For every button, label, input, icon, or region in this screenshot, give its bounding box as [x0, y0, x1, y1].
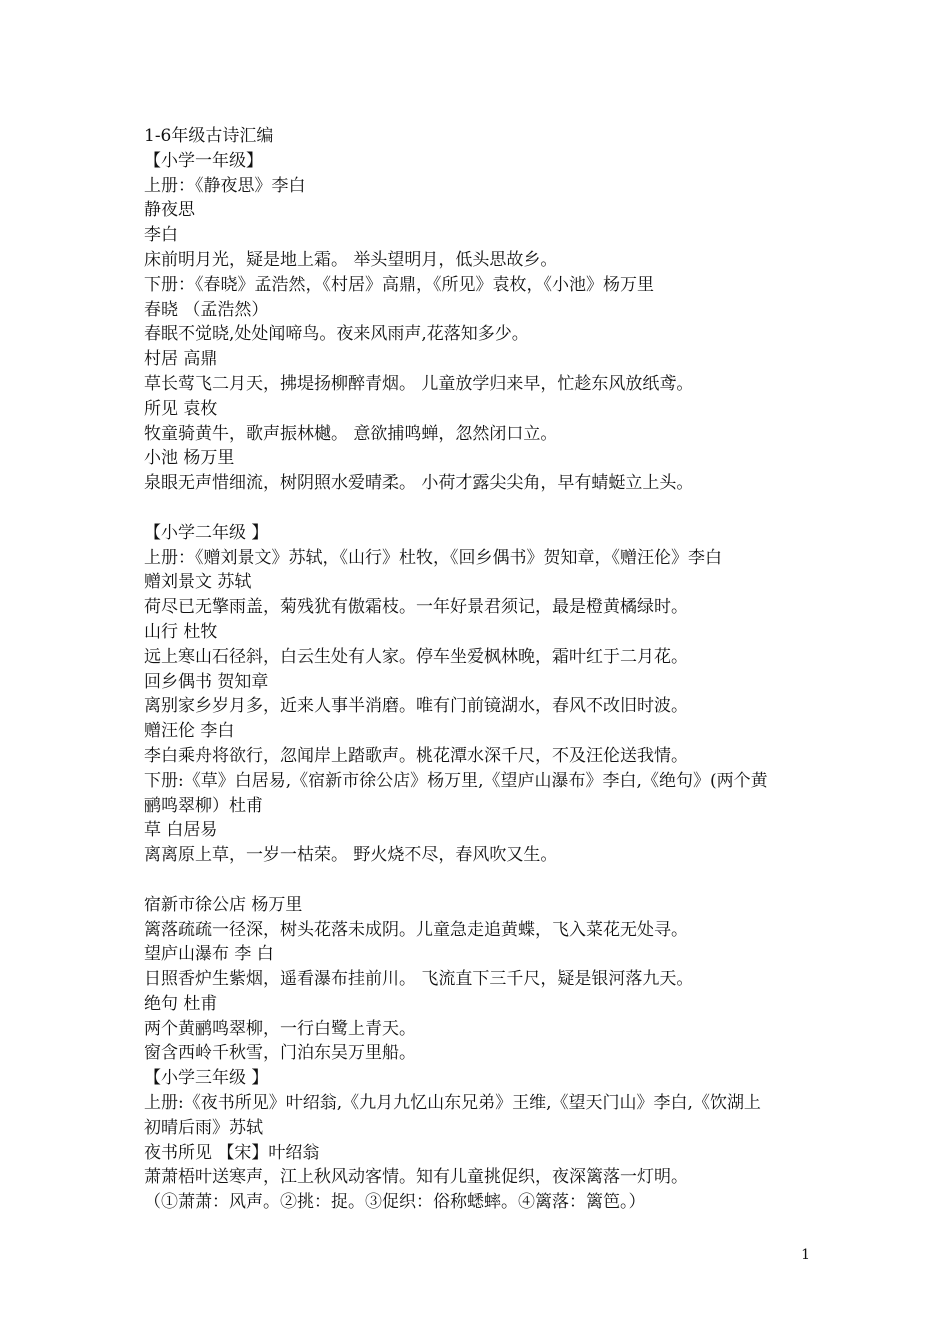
text-line: 篱落疏疏一径深，树头花落未成阴。儿童急走追黄蝶，飞入菜花无处寻。: [144, 919, 688, 940]
text-line: 初晴后雨》苏轼: [144, 1117, 263, 1138]
blank-line: [144, 496, 814, 521]
text-line: 上册：《静夜思》李白: [144, 175, 306, 196]
text-line: 上册：《赠刘景文》苏轼，《山行》杜牧，《回乡偶书》贺知章，《赠汪伦》李白: [144, 547, 722, 568]
text-line: 【小学二年级 】: [144, 522, 269, 543]
text-line: 赠刘景文 苏轼: [144, 572, 252, 593]
text-line: 牧童骑黄牛，歌声振林樾。 意欲捕鸣蝉，忽然闭口立。: [144, 423, 558, 444]
text-line: 离离原上草，一岁一枯荣。 野火烧不尽，春风吹又生。: [144, 845, 558, 866]
document-body: [144, 124, 814, 1215]
text-line: 所见 袁枚: [144, 398, 218, 419]
text-line: 春晓 （孟浩然）: [144, 299, 269, 320]
text-line: 下册:《草》白居易,《宿新市徐公店》杨万里,《望庐山瀑布》李白,《绝句》(两个黄: [144, 770, 768, 791]
text-line: 下册：《春晓》孟浩然，《村居》高鼎，《所见》袁枚，《小池》杨万里: [144, 274, 654, 295]
text-line: 山行 杜牧: [144, 621, 218, 642]
text-line: 小池 杨万里: [144, 448, 235, 469]
text-line: 赠汪伦 李白: [144, 721, 235, 742]
blank-line: [144, 868, 814, 893]
text-line: 李白乘舟将欲行，忽闻岸上踏歌声。桃花潭水深千尺，不及汪伦送我情。: [144, 745, 688, 766]
text-line: 1-6年级古诗汇编: [144, 126, 274, 146]
text-line: 两个黄鹂鸣翠柳，一行白鹭上青天。: [144, 1018, 416, 1039]
text-line: 上册:《夜书所见》叶绍翁,《九月九忆山东兄弟》王维,《望天门山》李白,《饮湖上: [144, 1093, 761, 1114]
text-line: 夜书所见 【宋】叶绍翁: [144, 1142, 320, 1163]
page-number: 1: [801, 1247, 810, 1263]
text-line: 村居 高鼎: [144, 349, 218, 370]
text-line: 宿新市徐公店 杨万里: [144, 894, 303, 915]
text-line: 草长莺飞二月天，拂堤扬柳醉青烟。 儿童放学归来早，忙趁东风放纸鸢。: [144, 373, 694, 394]
text-line: 鹂鸣翠柳）杜甫: [144, 795, 263, 816]
text-line: 回乡偶书 贺知章: [144, 671, 269, 692]
text-line: 荷尽已无擎雨盖，菊残犹有傲霜枝。一年好景君须记，最是橙黄橘绿时。: [144, 597, 688, 618]
text-line: 绝句 杜甫: [144, 993, 218, 1014]
text-line: （①萧萧：风声。②挑：捉。③促织：俗称蟋蟀。④篱落：篱笆。）: [144, 1192, 646, 1213]
text-line: 日照香炉生紫烟，遥看瀑布挂前川。 飞流直下三千尺，疑是银河落九天。: [144, 969, 694, 990]
text-line: 床前明月光，疑是地上霜。 举头望明月，低头思故乡。: [144, 249, 558, 270]
text-line: 远上寒山石径斜，白云生处有人家。停车坐爱枫林晚，霜叶红于二月花。: [144, 646, 688, 667]
text-line: 萧萧梧叶送寒声，江上秋风动客情。知有儿童挑促织，夜深篱落一灯明。: [144, 1167, 688, 1188]
text-line: 李白: [144, 225, 178, 246]
text-line: 【小学一年级】: [144, 150, 263, 171]
text-line: 望庐山瀑布 李 白: [144, 944, 274, 965]
text-line: 离别家乡岁月多，近来人事半消磨。唯有门前镜湖水，春风不改旧时波。: [144, 696, 688, 717]
text-line: 草 白居易: [144, 820, 218, 841]
text-line: 春眠不觉晓,处处闻啼鸟。夜来风雨声,花落知多少。: [144, 324, 529, 345]
text-line: 【小学三年级 】: [144, 1068, 269, 1089]
text-line: 静夜思: [144, 200, 195, 221]
text-line: 窗含西岭千秋雪，门泊东吴万里船。: [144, 1043, 416, 1064]
text-line: 泉眼无声惜细流，树阴照水爱晴柔。 小荷才露尖尖角，早有蜻蜓立上头。: [144, 473, 694, 494]
